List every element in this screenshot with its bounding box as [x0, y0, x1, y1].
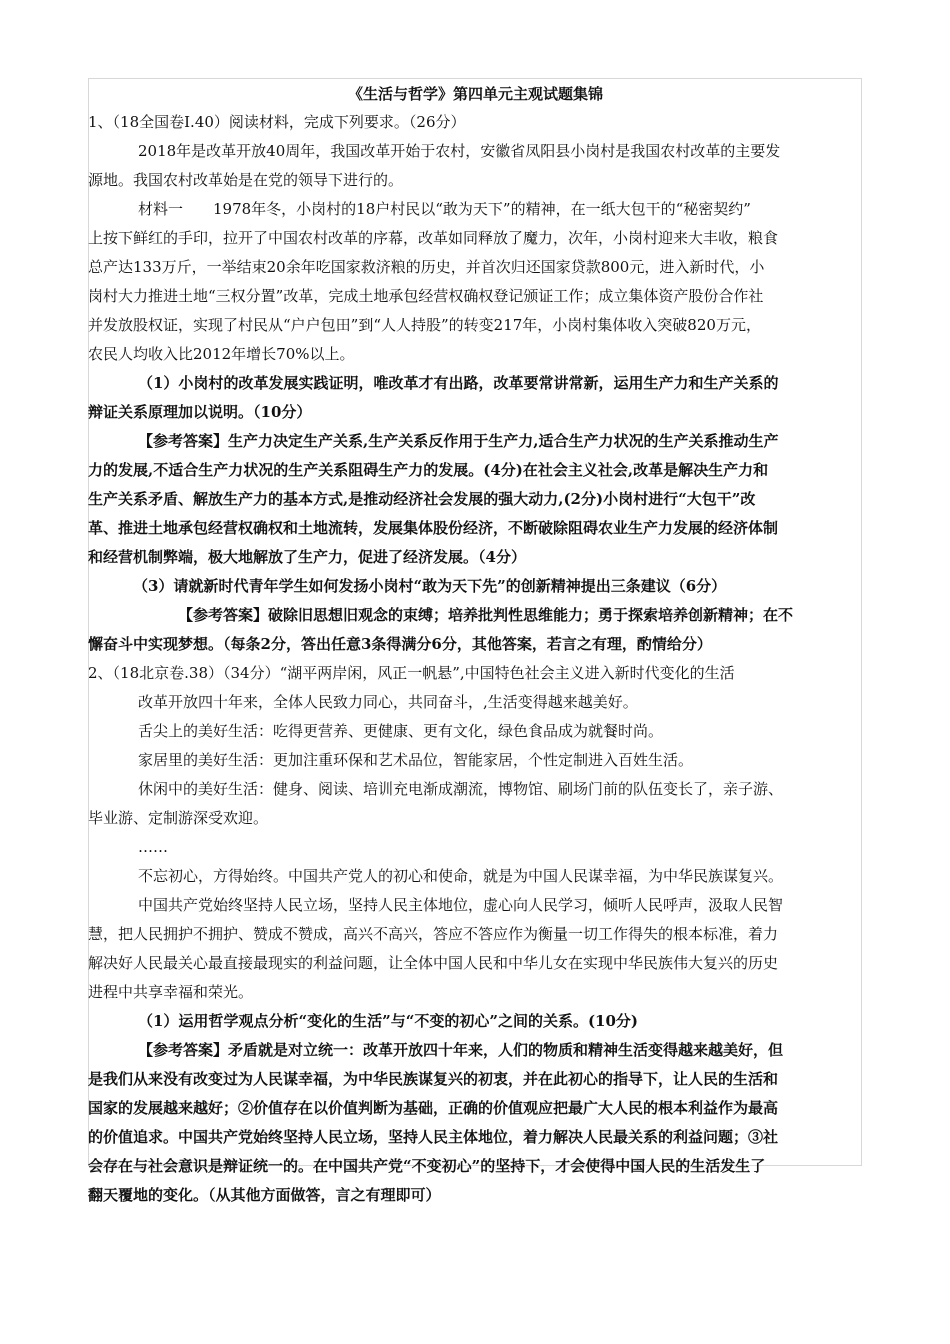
q1-intro-line: 2018年是改革开放40周年，我国改革开始于农村，安徽省凤阳县小岗村是我国农村改革的主要发 — [138, 142, 781, 160]
q1-material-line: 并发放股权证，实现了村民从“户户包田”到“人人持股”的转变217年，小岗村集体收入突破820万元， — [88, 316, 761, 334]
q2-ellipsis: …… — [138, 838, 168, 856]
q1-material-line: 上按下鲜红的手印，拉开了中国农村改革的序幕，改革如同释放了魔力，次年，小岗村迎来大丰收，粮食 — [88, 229, 779, 247]
q2-paragraph: 中国共产党始终坚持人民立场，坚持人民主体地位，虚心向人民学习，倾听人民呼声，汲取人民智 — [138, 896, 784, 914]
q2-paragraph: 改革开放四十年来，全体人民致力同心，共同奋斗，,生活变得越来越美好。 — [138, 693, 638, 711]
q1-header: 1、（18全国卷Ⅰ.40）阅读材料，完成下列要求。（26分） — [88, 113, 466, 131]
q2-paragraph: 家居里的美好生活：更加注重环保和艺术品位，智能家居，个性定制进入百姓生活。 — [138, 751, 694, 769]
document-title: 《生活与哲学》第四单元主观试题集锦 — [347, 85, 603, 103]
q2-paragraph: 毕业游、定制游深受欢迎。 — [88, 809, 269, 827]
q1-material-line: 总产达133万斤，一举结束20余年吃国家救济粮的历史，并首次归还国家贷款800元，进入新时代，小 — [88, 258, 765, 276]
q2-answer-1: 是我们从来没有改变过为人民谋幸福，为中华民族谋复兴的初衷，并在此初心的指导下，让人民的生活和 — [88, 1070, 779, 1088]
q2-paragraph: 不忘初心，方得始终。中国共产党人的初心和使命，就是为中国人民谋幸福，为中华民族谋复兴。 — [138, 867, 784, 885]
q1-subquestion-1: 辩证关系原理加以说明。（10分） — [88, 403, 312, 421]
q2-answer-1: 的价值追求。中国共产党始终坚持人民立场，坚持人民主体地位，着力解决人民最关系的利益问题；③社 — [88, 1128, 779, 1146]
q2-paragraph: 解决好人民最关心最直接最现实的利益问题，让全体中国人民和中华儿女在实现中华民族伟大复兴的历史 — [88, 954, 779, 972]
q2-paragraph: 进程中共享幸福和荣光。 — [88, 983, 254, 1001]
q1-answer-1: 生产关系矛盾、解放生产力的基本方式,是推动经济社会发展的强大动力,(2分)小岗村进行“大包干”改 — [88, 490, 756, 508]
q1-material-line: 农民人均收入比2012年增长70%以上。 — [88, 345, 355, 363]
q2-answer-1: 国家的发展越来越好；②价值存在以价值判断为基础，正确的价值观应把最广大人民的根本利益作为最高 — [88, 1099, 779, 1117]
q2-answer-1: 翻天覆地的变化。（从其他方面做答，言之有理即可） — [88, 1186, 441, 1204]
q2-subquestion-1: （1）运用哲学观点分析“变化的生活”与“不变的初心”之间的关系。(10分) — [138, 1012, 639, 1030]
q2-paragraph: 休闲中的美好生活：健身、阅读、培训充电渐成潮流，博物馆、刷场门前的队伍变长了，亲子游、 — [138, 780, 784, 798]
q1-subquestion-1: （1）小岗村的改革发展实践证明，唯改革才有出路，改革要常讲常新，运用生产力和生产关系的 — [138, 374, 779, 392]
q1-answer-3: 【参考答案】破除旧思想旧观念的束缚；培养批判性思维能力；勇于探索培养创新精神；在不 — [178, 606, 794, 624]
q2-paragraph: 慧，把人民拥护不拥护、赞成不赞成，高兴不高兴，答应不答应作为衡量一切工作得失的根本标准，着力 — [88, 925, 779, 943]
q1-material-line: 岗村大力推进土地“三权分置”改革，完成土地承包经营权确权登记颁证工作；成立集体资产股份合作社 — [88, 287, 764, 305]
q1-answer-1: 【参考答案】生产力决定生产关系,生产关系反作用于生产力,适合生产力状况的生产关系推动生产 — [138, 432, 779, 450]
q1-answer-3: 懈奋斗中实现梦想。（每条2分，答出任意3条得满分6分，其他答案，若言之有理，酌情给分） — [88, 635, 712, 653]
q2-answer-1: 【参考答案】矛盾就是对立统一：改革开放四十年来，人们的物质和精神生活变得越来越美好，但 — [138, 1041, 784, 1059]
q1-material-line: 材料一 1978年冬，小岗村的18户村民以“敢为天下”的精神，在一纸大包干的“秘密契约” — [138, 200, 751, 218]
q1-answer-1: 革、推进土地承包经营权确权和土地流转，发展集体股份经济，不断破除阻碍农业生产力发展的经济体制 — [88, 519, 779, 537]
q2-paragraph: 舌尖上的美好生活：吃得更营养、更健康、更有文化，绿色食品成为就餐时尚。 — [138, 722, 664, 740]
q1-answer-1: 力的发展,不适合生产力状况的生产关系阻碍生产力的发展。(4分)在社会主义社会,改革是解决生产力和 — [88, 461, 769, 479]
q1-intro-line: 源地。我国农村改革始是在党的领导下进行的。 — [88, 171, 404, 189]
q2-answer-1: 会存在与社会意识是辩证统一的。在中国共产党“不变初心”的坚持下，才会使得中国人民的生活发生了 — [88, 1157, 766, 1175]
q1-answer-1: 和经营机制弊端，极大地解放了生产力，促进了经济发展。（4分） — [88, 548, 526, 566]
q1-subquestion-3: （3）请就新时代青年学生如何发扬小岗村“敢为天下先”的创新精神提出三条建议（6分） — [133, 577, 727, 595]
q2-header: 2、（18北京卷.38）（34分）“湖平两岸闲，风正一帆悬”,中国特色社会主义进入新时代变化的生活 — [88, 664, 735, 682]
